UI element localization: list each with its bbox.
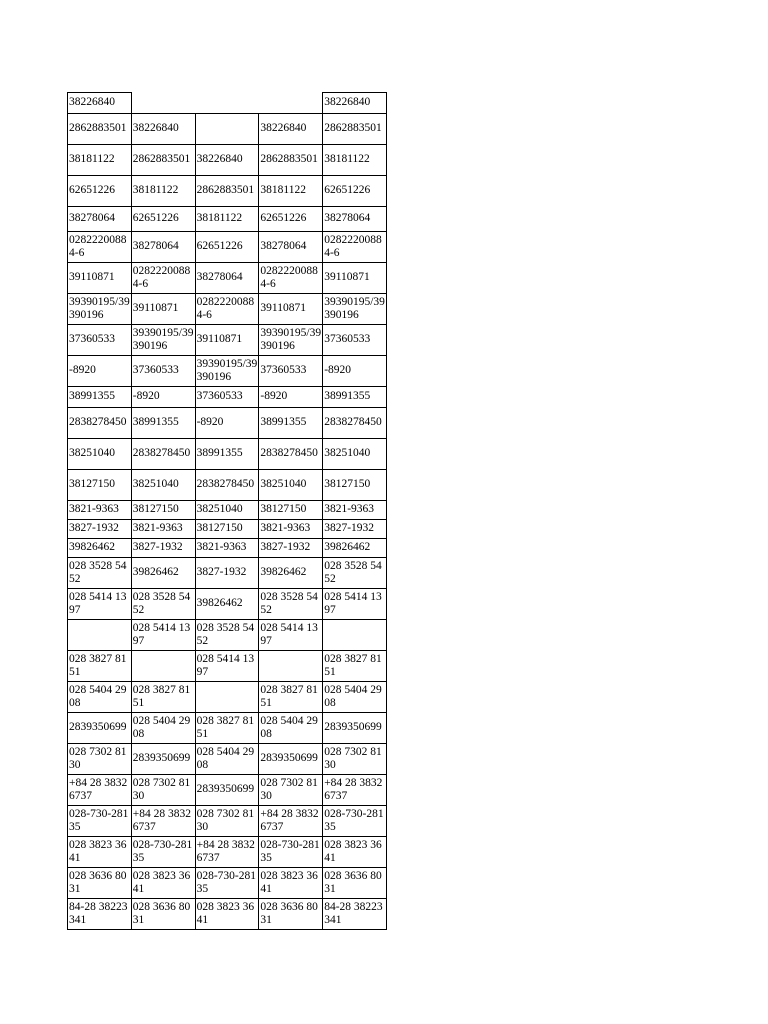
table-cell: 3827-1932 [131, 539, 195, 558]
table-cell: 028 5404 2908 [259, 713, 323, 744]
table-cell: 62651226 [259, 207, 323, 232]
table-cell: 38226840 [323, 93, 387, 114]
table-cell [259, 93, 323, 114]
table-cell: 38226840 [131, 114, 195, 145]
table-cell: 39390195/39390196 [68, 294, 132, 325]
table-cell: -8920 [68, 356, 132, 387]
table-row [68, 114, 387, 145]
table-cell: 028 3823 3641 [259, 868, 323, 899]
table-cell: 38991355 [195, 439, 259, 470]
table-cell: 3821-9363 [323, 501, 387, 520]
table-row [68, 263, 387, 294]
table-cell [195, 93, 259, 114]
table-cell: 2839350699 [195, 775, 259, 806]
table-cell: 38278064 [195, 263, 259, 294]
table-cell: 2839350699 [68, 713, 132, 744]
table-row [68, 558, 387, 589]
table-cell: 02822200884-6 [259, 263, 323, 294]
table-cell: -8920 [195, 408, 259, 439]
table-row [68, 868, 387, 899]
table-cell: 028 3528 5452 [259, 589, 323, 620]
table-cell: +84 28 38326737 [131, 806, 195, 837]
table-cell: 38991355 [68, 387, 132, 408]
table-cell: 028 7302 8130 [68, 744, 132, 775]
table-row [68, 744, 387, 775]
table-cell: 3821-9363 [68, 501, 132, 520]
table-cell [195, 682, 259, 713]
table-cell: 38127150 [323, 470, 387, 501]
table-cell: 38181122 [195, 207, 259, 232]
table-row [68, 439, 387, 470]
table-cell: 028 7302 8130 [259, 775, 323, 806]
table-cell: 84-28 38223341 [68, 899, 132, 930]
table-cell: 028 3823 3641 [195, 899, 259, 930]
table-cell: 3827-1932 [259, 539, 323, 558]
table-row [68, 682, 387, 713]
table-cell: +84 28 38326737 [195, 837, 259, 868]
table-row [68, 520, 387, 539]
table-cell: 37360533 [195, 387, 259, 408]
table-cell: 38127150 [131, 501, 195, 520]
table-row [68, 589, 387, 620]
table-row [68, 837, 387, 868]
table-cell: 028 5414 1397 [259, 620, 323, 651]
table-cell: 3827-1932 [68, 520, 132, 539]
table-cell: 028 3528 5452 [68, 558, 132, 589]
table-cell: 028 3528 5452 [131, 589, 195, 620]
table-cell: 39110871 [259, 294, 323, 325]
table-body [68, 93, 387, 930]
table-cell: 2862883501 [323, 114, 387, 145]
table-row [68, 806, 387, 837]
table-cell: 028 5404 2908 [323, 682, 387, 713]
table-cell: 028 3827 8151 [131, 682, 195, 713]
table-row [68, 232, 387, 263]
table-cell: 2839350699 [323, 713, 387, 744]
table-cell: 38181122 [68, 145, 132, 176]
table-cell: +84 28 38326737 [323, 775, 387, 806]
table-cell: 3821-9363 [259, 520, 323, 539]
table-cell: 3827-1932 [323, 520, 387, 539]
table-cell [259, 651, 323, 682]
table-cell: 2838278450 [195, 470, 259, 501]
table-cell: 37360533 [131, 356, 195, 387]
table-cell: 38991355 [131, 408, 195, 439]
table-cell: 028 3823 3641 [68, 837, 132, 868]
table-cell: 2862883501 [68, 114, 132, 145]
table-cell [323, 620, 387, 651]
table-row [68, 145, 387, 176]
table-cell: 028 7302 8130 [195, 806, 259, 837]
table-cell: 38991355 [323, 387, 387, 408]
table-cell: 38991355 [259, 408, 323, 439]
table-cell: 028 5414 1397 [131, 620, 195, 651]
table-cell: 2838278450 [131, 439, 195, 470]
table-cell [68, 620, 132, 651]
table-cell: 38251040 [131, 470, 195, 501]
table-cell: 02822200884-6 [195, 294, 259, 325]
table-cell: 37360533 [68, 325, 132, 356]
table-row [68, 899, 387, 930]
table-cell: 028 5414 1397 [68, 589, 132, 620]
table-cell: 38127150 [68, 470, 132, 501]
table-cell: 39826462 [323, 539, 387, 558]
table-row [68, 620, 387, 651]
table-row [68, 408, 387, 439]
table-cell: 028 3827 8151 [195, 713, 259, 744]
table-cell: 38251040 [259, 470, 323, 501]
table-cell: 2839350699 [131, 744, 195, 775]
table-row [68, 325, 387, 356]
table-row [68, 356, 387, 387]
table-cell: 38251040 [323, 439, 387, 470]
table-cell: 2839350699 [259, 744, 323, 775]
table-cell: 39390195/39390196 [259, 325, 323, 356]
table-cell [195, 114, 259, 145]
table-cell: 38251040 [195, 501, 259, 520]
table-row [68, 470, 387, 501]
table-cell: 028 3827 8151 [323, 651, 387, 682]
phone-number-table [67, 92, 387, 930]
table-cell: 39826462 [195, 589, 259, 620]
table-cell: 028 5404 2908 [195, 744, 259, 775]
table-cell: 39110871 [195, 325, 259, 356]
table-cell: 38127150 [259, 501, 323, 520]
table-cell: 3821-9363 [195, 539, 259, 558]
table-cell: 3821-9363 [131, 520, 195, 539]
table-row [68, 713, 387, 744]
table-cell: 028-730-28135 [259, 837, 323, 868]
table-row [68, 651, 387, 682]
table-cell: +84 28 38326737 [259, 806, 323, 837]
table-cell: 02822200884-6 [131, 263, 195, 294]
table-cell: 39390195/39390196 [323, 294, 387, 325]
table-cell: 37360533 [259, 356, 323, 387]
table-cell: 2862883501 [259, 145, 323, 176]
table-cell: 37360533 [323, 325, 387, 356]
table-row [68, 176, 387, 207]
table-cell: 028-730-28135 [131, 837, 195, 868]
table-cell: 028 3827 8151 [68, 651, 132, 682]
table-cell: 38181122 [131, 176, 195, 207]
table-cell: 028 5404 2908 [68, 682, 132, 713]
table-cell: 38278064 [323, 207, 387, 232]
table-cell: 38127150 [195, 520, 259, 539]
table-cell: 028 5414 1397 [323, 589, 387, 620]
table-cell: 028-730-28135 [68, 806, 132, 837]
table-cell: 028 5414 1397 [195, 651, 259, 682]
table-cell: 028 3528 5452 [323, 558, 387, 589]
table-cell: 2838278450 [259, 439, 323, 470]
table-cell: 2838278450 [68, 408, 132, 439]
table-cell: 028 3636 8031 [68, 868, 132, 899]
table-cell: 028 3528 5452 [195, 620, 259, 651]
table-cell: 028-730-28135 [323, 806, 387, 837]
table-row [68, 207, 387, 232]
table-cell: 84-28 38223341 [323, 899, 387, 930]
table-cell: 38278064 [131, 232, 195, 263]
table-cell: -8920 [323, 356, 387, 387]
table-cell: 2838278450 [323, 408, 387, 439]
table-cell: 02822200884-6 [68, 232, 132, 263]
table-cell: 028 3636 8031 [323, 868, 387, 899]
table-cell: 38181122 [323, 145, 387, 176]
table-cell: 028 3827 8151 [259, 682, 323, 713]
table-cell: 38278064 [259, 232, 323, 263]
table-cell: 028 3823 3641 [323, 837, 387, 868]
table-cell: 62651226 [195, 232, 259, 263]
table-cell: 38226840 [195, 145, 259, 176]
table-cell: 028 7302 8130 [131, 775, 195, 806]
table-cell: 028 7302 8130 [323, 744, 387, 775]
table-cell: 028 5404 2908 [131, 713, 195, 744]
table-row [68, 294, 387, 325]
table-row [68, 775, 387, 806]
table-cell: 2862883501 [195, 176, 259, 207]
table-cell: 39826462 [68, 539, 132, 558]
table-cell: -8920 [259, 387, 323, 408]
table-cell: 39390195/39390196 [195, 356, 259, 387]
table-cell: 39826462 [131, 558, 195, 589]
table-cell: 38278064 [68, 207, 132, 232]
table-cell: 39110871 [68, 263, 132, 294]
table-cell: 028 3636 8031 [259, 899, 323, 930]
table-cell: 62651226 [131, 207, 195, 232]
table-cell: 39826462 [259, 558, 323, 589]
table-cell: 38226840 [259, 114, 323, 145]
table-cell: 39110871 [131, 294, 195, 325]
table-cell: -8920 [131, 387, 195, 408]
table-cell: 028 3823 3641 [131, 868, 195, 899]
table-cell: 028-730-28135 [195, 868, 259, 899]
table-cell: 39390195/39390196 [131, 325, 195, 356]
table-cell: 3827-1932 [195, 558, 259, 589]
table-cell: 38226840 [68, 93, 132, 114]
table-cell: 38251040 [68, 439, 132, 470]
table-row [68, 93, 387, 114]
table-row [68, 501, 387, 520]
table-cell: 39110871 [323, 263, 387, 294]
table-cell [131, 93, 195, 114]
table-cell: 62651226 [323, 176, 387, 207]
table-cell: 62651226 [68, 176, 132, 207]
table-cell: 028 3636 8031 [131, 899, 195, 930]
table-cell [131, 651, 195, 682]
table-row [68, 539, 387, 558]
table-cell: 02822200884-6 [323, 232, 387, 263]
table-cell: +84 28 38326737 [68, 775, 132, 806]
table-row [68, 387, 387, 408]
table-cell: 38181122 [259, 176, 323, 207]
table-cell: 2862883501 [131, 145, 195, 176]
